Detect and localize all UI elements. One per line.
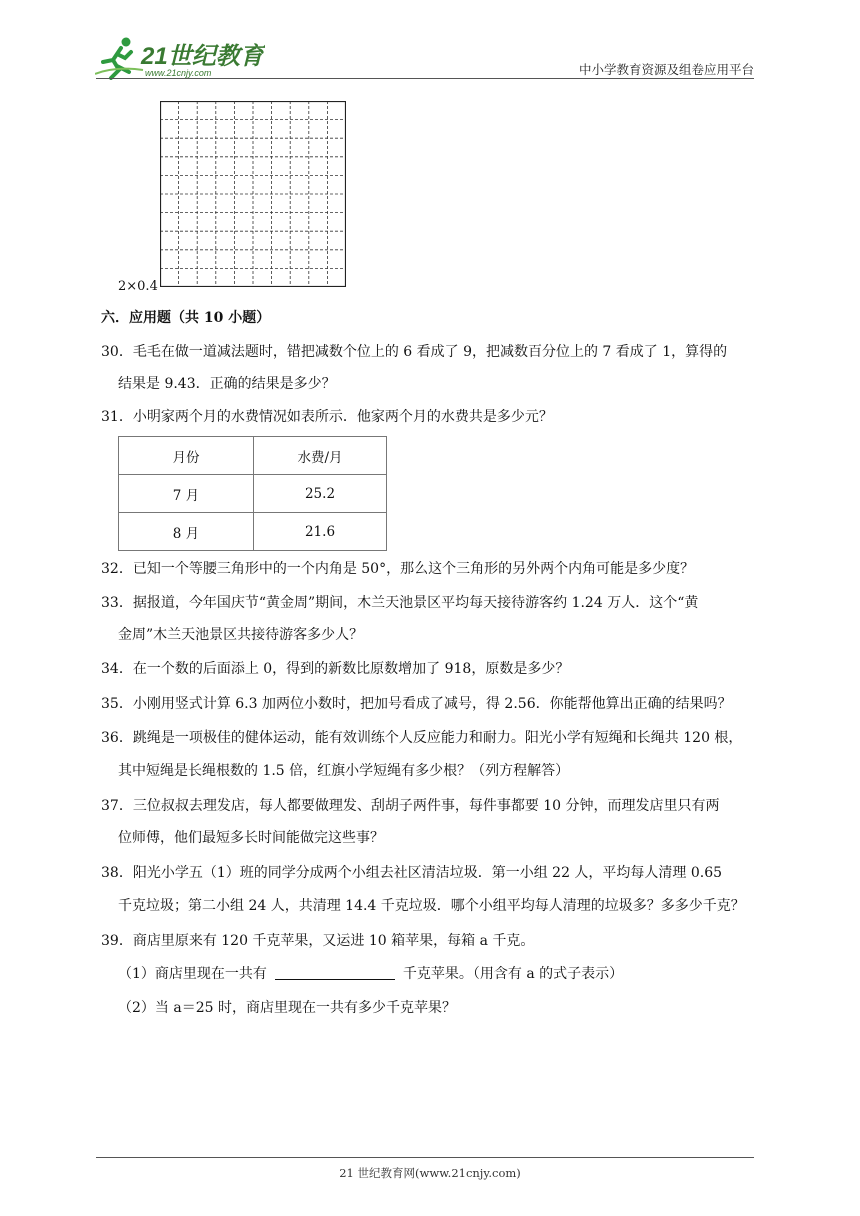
question-39-part1-prefix: （1）商店里现在一共有	[118, 966, 267, 982]
table-header-row	[119, 437, 387, 475]
question-30-line1: 30．毛毛在做一道减法题时，错把减数个位上的 6 看成了 9，把减数百分位上的 7 看成了 1，算得的	[101, 344, 728, 360]
question-39-part1-suffix: 千克苹果。（用含有 a 的式子表示）	[402, 966, 624, 982]
water-fee-table	[118, 436, 387, 551]
table-cell: 21.6	[254, 513, 387, 551]
question-39-part1	[118, 964, 623, 984]
section-title: 六．应用题（共 10 小题）	[101, 310, 271, 326]
question-31: 31．小明家两个月的水费情况如表所示．他家两个月的水费共是多少元？	[101, 409, 553, 425]
question-38-line1: 38．阳光小学五（1）班的同学分成两个小组去社区清洁垃圾．第一小组 22 人，平均每人清理 0.65	[101, 865, 723, 881]
question-33-line2: 金周”木兰天池景区共接待游客多少人？	[118, 627, 364, 643]
question-39: 39．商店里原来有 120 千克苹果，又运进 10 箱苹果，每箱 a 千克。	[101, 933, 535, 949]
site-logo	[95, 36, 265, 80]
dotted-square-grid	[160, 101, 346, 287]
question-36-line2: 其中短绳是长绳根数的 1.5 倍，红旗小学短绳有多少根？（列方程解答）	[118, 763, 570, 779]
table-row	[119, 513, 387, 551]
question-35: 35．小刚用竖式计算 6.3 加两位小数时，把加号看成了减号，得 2.56．你能帮他算出正确的结果吗？	[101, 696, 732, 712]
logo-text: 21世纪教育	[141, 43, 264, 70]
grid-label: 2×0.4	[118, 279, 158, 294]
footer-divider	[96, 1157, 754, 1158]
table-header-fee: 水费/月	[254, 437, 387, 475]
question-30-line2: 结果是 9.43．正确的结果是多少？	[118, 376, 336, 392]
question-34: 34．在一个数的后面添上 0，得到的新数比原数增加了 918，原数是多少？	[101, 661, 570, 677]
table-cell: 25.2	[254, 475, 387, 513]
question-36-line1: 36．跳绳是一项极佳的健体运动，能有效训练个人反应能力和耐力。阳光小学有短绳和长绳共 120 根，	[101, 730, 743, 746]
running-figure-icon	[95, 38, 143, 79]
question-37-line2: 位师傅，他们最短多长时间能做完这些事？	[118, 830, 384, 846]
question-38-line2: 千克垃圾；第二小组 24 人，共清理 14.4 千克垃圾．哪个小组平均每人清理的垃圾多？多多少千克？	[118, 898, 745, 914]
header-divider	[96, 78, 754, 79]
platform-name: 中小学教育资源及组卷应用平台	[578, 62, 754, 77]
footer-text: 21 世纪教育网(www.21cnjy.com)	[339, 1166, 521, 1180]
question-32: 32．已知一个等腰三角形中的一个内角是 50°，那么这个三角形的另外两个内角可能是多少度？	[101, 561, 695, 577]
table-cell: 7 月	[119, 475, 254, 513]
question-33-line1: 33．据报道，今年国庆节“黄金周”期间，木兰天池景区平均每天接待游客约 1.24 万人．这个“黄	[101, 595, 699, 611]
logo-url: www.21cnjy.com	[145, 68, 212, 78]
question-39-part2: （2）当 a＝25 时，商店里现在一共有多少千克苹果？	[118, 1000, 456, 1016]
table-header-month: 月份	[119, 437, 254, 475]
answer-blank[interactable]	[275, 965, 395, 980]
question-37-line1: 37．三位叔叔去理发店，每人都要做理发、刮胡子两件事，每件事都要 10 分钟，而理发店里只有两	[101, 798, 720, 814]
table-cell: 8 月	[119, 513, 254, 551]
table-row	[119, 475, 387, 513]
